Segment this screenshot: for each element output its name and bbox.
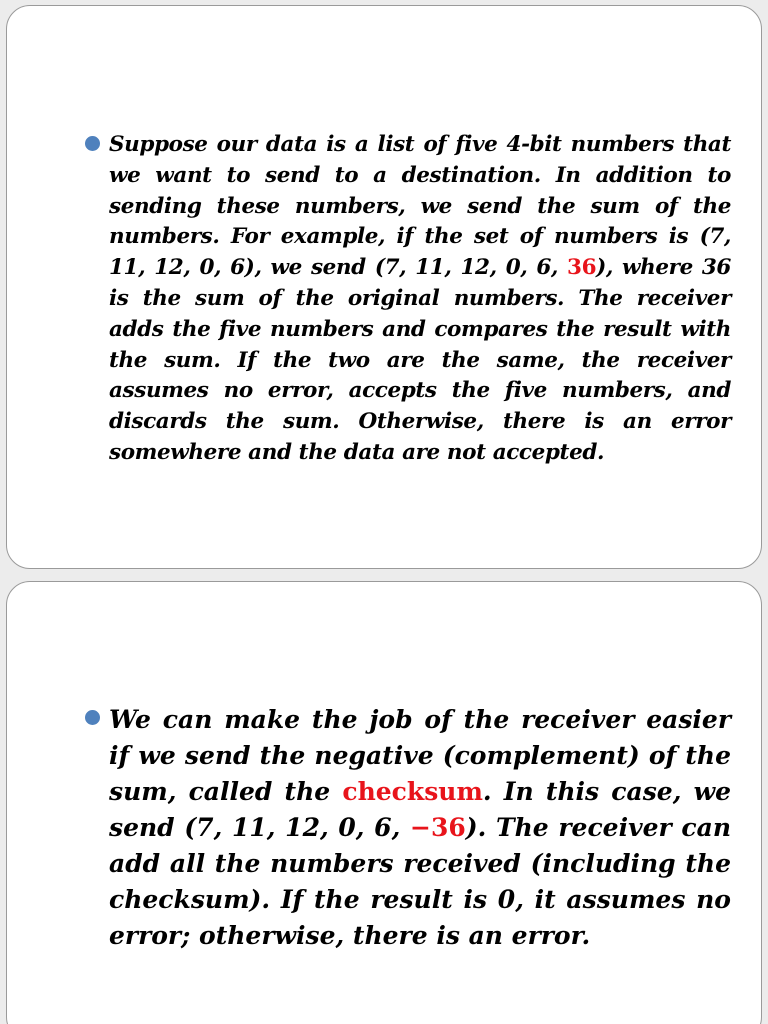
bullet-item: [85, 130, 731, 469]
paragraph-text-part-3: ). The receiver can add all the numbers received (including the checksum). If the result is 0, it assumes no error; otherwise, there is an error.: [109, 813, 731, 950]
circle-bullet-icon: [85, 136, 100, 151]
highlighted-sum: 36: [567, 255, 597, 281]
paragraph-text-part-2: . In this case, we send (7, 11, 12, 0, 6,: [109, 777, 732, 842]
paragraph-text-end: ), where 36 is the sum of the original numbers. The receiver adds the five numbers and compares the result with the sum. If the two are the same, the receiver assumes no error, accepts the five numbers, and discards the sum. Otherwise, there is an error somewhere and the data are not accepted.: [109, 255, 731, 465]
bullet-paragraph: [109, 130, 731, 469]
bullet-item: [85, 702, 731, 954]
circle-bullet-icon: [85, 710, 100, 725]
slide-2: [6, 581, 762, 1024]
highlighted-checksum-term: checksum: [342, 777, 483, 806]
slide-1: [6, 5, 762, 569]
paragraph-text-start: Suppose our data is a list of five 4-bit numbers that we want to send to a destination. In addition to sending these numbers, we send the sum of the numbers. For example, if the set of numbers is (7, 11, 12, 0, 6), we send (7, 11, 12, 0, 6,: [109, 132, 731, 281]
bullet-paragraph: [109, 702, 731, 954]
highlighted-negative-sum: −36: [410, 813, 466, 842]
paragraph-text-part-1: We can make the job of the receiver easier if we send the negative (complement) of the sum, called the: [109, 705, 731, 806]
